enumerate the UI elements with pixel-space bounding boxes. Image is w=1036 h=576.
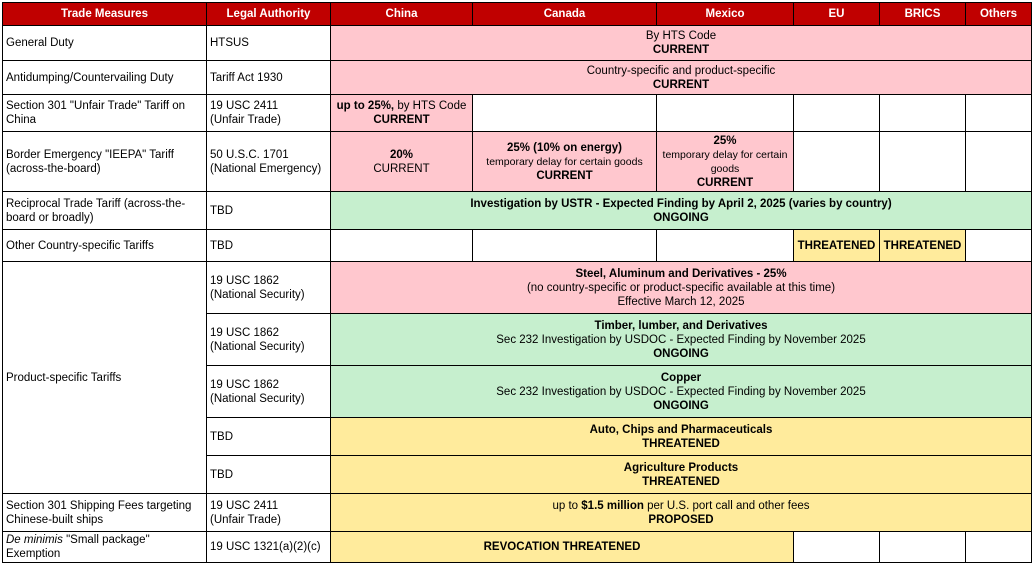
other-country-brics — [880, 230, 966, 262]
section-301-china-rate-rest: by HTS Code — [394, 100, 467, 112]
row-shipping — [3, 494, 1032, 532]
ieepa-china — [331, 132, 473, 192]
general-duty-status: CURRENT — [652, 44, 710, 56]
authority-ieepa — [207, 132, 331, 192]
other-country-others — [966, 230, 1032, 262]
shipping-fee-amount: $1.5 million — [581, 499, 644, 512]
header-trade-measures: Trade Measures — [3, 3, 207, 26]
authority-reciprocal: TBD — [207, 192, 331, 230]
copper-status: ONGOING — [653, 399, 709, 412]
de-minimis-others — [966, 532, 1032, 563]
steel-note: (no country-specific or product-specific available at this time) — [526, 281, 836, 294]
authority-section-301-code: 19 USC 2411 — [210, 100, 279, 112]
ieepa-others — [966, 132, 1032, 192]
authority-steel — [207, 262, 331, 314]
row-ieepa — [3, 132, 1032, 192]
authority-shipping-code: 19 USC 2411 — [210, 499, 279, 512]
authority-general-duty: HTSUS — [207, 26, 331, 61]
row-other-country — [3, 230, 1032, 262]
authority-de-minimis: 19 USC 1321(a)(2)(c) — [207, 532, 331, 563]
header-legal-authority: Legal Authority — [207, 3, 331, 26]
authority-steel-code: 19 USC 1862 — [210, 274, 280, 287]
de-minimis-eu — [794, 532, 880, 563]
authority-ieepa-code: 50 U.S.C. 1701 — [210, 148, 289, 161]
section-301-eu — [794, 95, 880, 132]
antidumping-status: CURRENT — [652, 78, 710, 91]
antidumping-description: Country-specific and product-specific — [586, 64, 776, 77]
de-minimis-rest: "Small package" Exemption — [6, 534, 150, 560]
copper-title: Copper — [660, 371, 702, 384]
authority-timber-code: 19 USC 1862 — [210, 326, 280, 339]
header-china: China — [331, 3, 473, 26]
shipping-fee-pre: up to — [552, 499, 582, 512]
shipping-fee-post: per U.S. port call and other fees — [643, 499, 810, 512]
authority-timber-type: (National Security) — [210, 340, 305, 353]
status-cell-antidumping — [331, 61, 1032, 95]
section-301-canada — [473, 95, 657, 132]
authority-steel-type: (National Security) — [210, 288, 305, 301]
authority-copper — [207, 366, 331, 418]
row-section-301 — [3, 95, 1032, 132]
measure-section-301: Section 301 "Unfair Trade" Tariff on China — [3, 95, 207, 132]
copper-investigation: Sec 232 Investigation by USDOC - Expected Finding by November 2025 — [496, 385, 866, 398]
row-reciprocal — [3, 192, 1032, 230]
status-cell-agriculture — [331, 456, 1032, 494]
other-country-brics-status: THREATENED — [883, 239, 962, 252]
ieepa-canada-note: temporary delay for certain goods — [486, 155, 643, 168]
reciprocal-description: Investigation by USTR - Expected Finding by April 2, 2025 (varies by country) — [470, 197, 892, 210]
status-cell-reciprocal — [331, 192, 1032, 230]
section-301-mexico — [657, 95, 794, 132]
authority-auto: TBD — [207, 418, 331, 456]
authority-timber — [207, 314, 331, 366]
measure-antidumping: Antidumping/Countervailing Duty — [3, 61, 207, 95]
measure-ieepa: Border Emergency "IEEPA" Tariff (across-the-board) — [3, 132, 207, 192]
authority-section-301-type: (Unfair Trade) — [210, 114, 281, 126]
steel-effective: Effective March 12, 2025 — [617, 295, 745, 308]
authority-agriculture: TBD — [207, 456, 331, 494]
authority-shipping — [207, 494, 331, 532]
ieepa-mexico — [657, 132, 794, 192]
authority-shipping-type: (Unfair Trade) — [210, 513, 281, 526]
reciprocal-status: ONGOING — [653, 211, 709, 224]
agriculture-title: Agriculture Products — [623, 461, 739, 474]
authority-other-country: TBD — [207, 230, 331, 262]
measure-general-duty: General Duty — [3, 26, 207, 61]
status-cell-auto — [331, 418, 1032, 456]
timber-investigation: Sec 232 Investigation by USDOC - Expected Finding by November 2025 — [496, 333, 866, 346]
ieepa-mexico-rate: 25% — [713, 134, 737, 147]
ieepa-china-rate: 20% — [389, 148, 414, 161]
ieepa-mexico-status: CURRENT — [696, 176, 754, 189]
measure-product-specific: Product-specific Tariffs — [3, 262, 207, 494]
timber-title: Timber, lumber, and Derivatives — [594, 319, 768, 332]
status-cell-timber — [331, 314, 1032, 366]
header-brics: BRICS — [880, 3, 966, 26]
other-country-eu-status: THREATENED — [797, 239, 876, 252]
agriculture-status: THREATENED — [642, 475, 720, 488]
header-canada: Canada — [473, 3, 657, 26]
status-cell-de-minimis — [331, 532, 794, 563]
status-cell-general-duty — [331, 26, 1032, 61]
auto-title: Auto, Chips and Pharmaceuticals — [589, 423, 773, 436]
timber-status: ONGOING — [653, 347, 709, 360]
section-301-others — [966, 95, 1032, 132]
de-minimis-status: REVOCATION THREATENED — [483, 541, 641, 553]
section-301-china-rate: up to 25%, — [336, 100, 395, 112]
authority-copper-type: (National Security) — [210, 392, 305, 405]
row-general-duty — [3, 26, 1032, 61]
ieepa-china-status: CURRENT — [373, 162, 430, 175]
ieepa-canada-rate: 25% (10% on energy) — [506, 141, 623, 154]
row-product-steel — [3, 262, 1032, 314]
header-eu: EU — [794, 3, 880, 26]
header-row — [3, 3, 1032, 26]
measure-shipping: Section 301 Shipping Fees targeting Chinese-built ships — [3, 494, 207, 532]
section-301-china-status: CURRENT — [373, 114, 430, 126]
ieepa-canada-status: CURRENT — [536, 169, 593, 182]
measure-de-minimis — [3, 532, 207, 563]
shipping-status: PROPOSED — [648, 513, 714, 526]
other-country-china — [331, 230, 473, 262]
measure-reciprocal: Reciprocal Trade Tariff (across-the-board or broadly) — [3, 192, 207, 230]
section-301-china — [331, 95, 473, 132]
status-cell-copper — [331, 366, 1032, 418]
trade-measures-table — [2, 2, 1032, 563]
header-mexico: Mexico — [657, 3, 794, 26]
row-de-minimis — [3, 532, 1032, 563]
authority-section-301 — [207, 95, 331, 132]
status-cell-shipping — [331, 494, 1032, 532]
authority-ieepa-type: (National Emergency) — [210, 162, 322, 175]
steel-title: Steel, Aluminum and Derivatives - 25% — [575, 267, 787, 280]
ieepa-canada — [473, 132, 657, 192]
other-country-mexico — [657, 230, 794, 262]
row-antidumping — [3, 61, 1032, 95]
ieepa-brics — [880, 132, 966, 192]
other-country-canada — [473, 230, 657, 262]
de-minimis-italic: De minimis — [6, 534, 63, 546]
authority-antidumping: Tariff Act 1930 — [207, 61, 331, 95]
measure-other-country: Other Country-specific Tariffs — [3, 230, 207, 262]
section-301-brics — [880, 95, 966, 132]
de-minimis-brics — [880, 532, 966, 563]
ieepa-eu — [794, 132, 880, 192]
status-cell-steel — [331, 262, 1032, 314]
auto-status: THREATENED — [642, 437, 720, 450]
ieepa-mexico-note: temporary delay for certain goods — [662, 148, 788, 175]
header-others: Others — [966, 3, 1032, 26]
other-country-eu — [794, 230, 880, 262]
general-duty-description: By HTS Code — [645, 30, 717, 42]
authority-copper-code: 19 USC 1862 — [210, 378, 280, 391]
